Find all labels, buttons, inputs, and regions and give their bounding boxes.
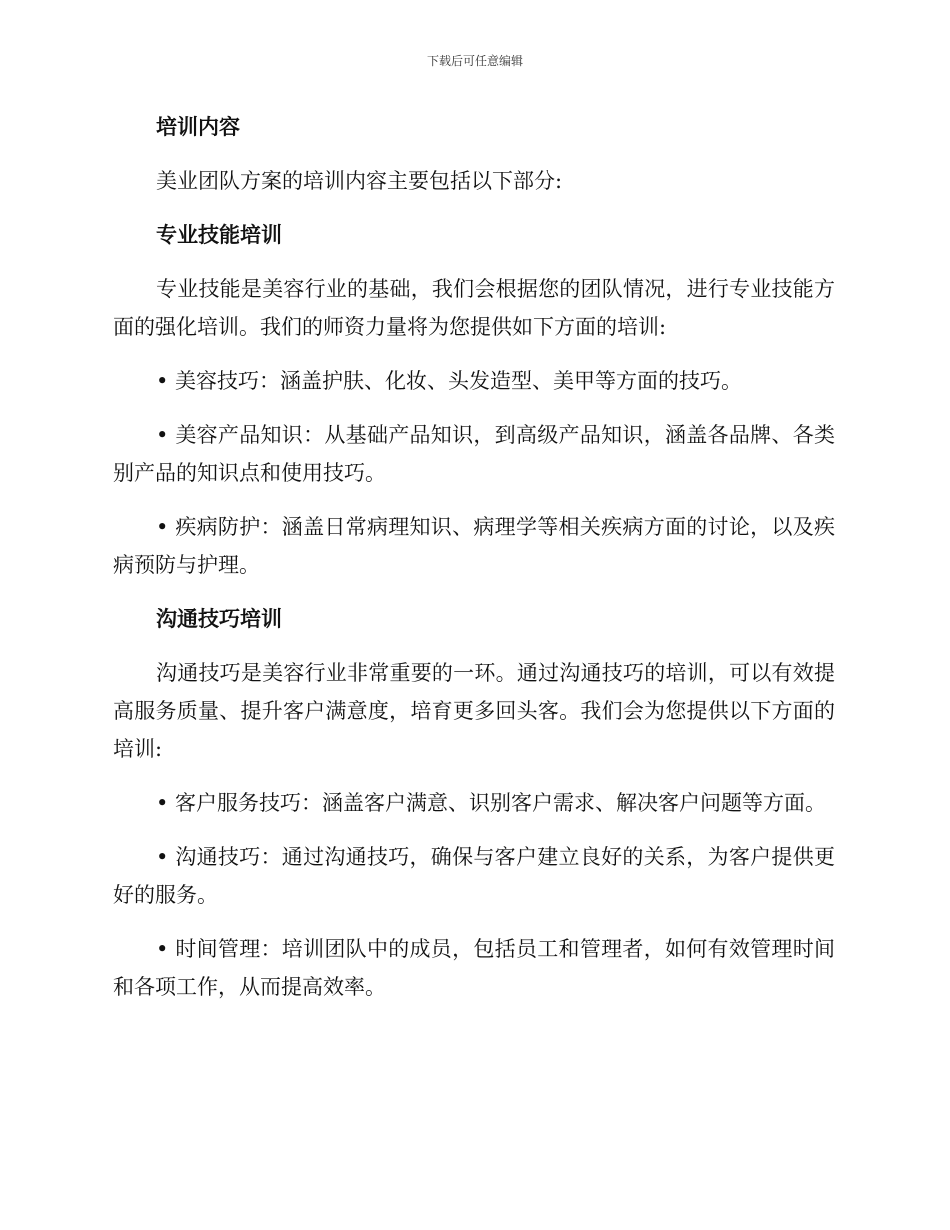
section-heading: 培训内容: [156, 115, 240, 139]
paragraph: 专业技能是美容行业的基础，我们会根据您的团队情况，进行专业技能方面的强化培训。我们的师资力量将为您提供如下方面的培训:: [113, 277, 835, 339]
section-heading: 沟通技巧培训: [156, 607, 282, 631]
bullet-item: • 时间管理：培训团队中的成员，包括员工和管理者，如何有效管理时间和各项工作，从而提高效率。: [113, 937, 835, 999]
document-body: [113, 108, 835, 1022]
paragraph: 美业团队方案的培训内容主要包括以下部分:: [156, 169, 563, 193]
section-professional-skills: [113, 216, 835, 584]
paragraph: 沟通技巧是美容行业非常重要的一环。通过沟通技巧的培训，可以有效提高服务质量、提升客户满意度，培育更多回头客。我们会为您提供以下方面的培训:: [113, 661, 835, 761]
bullet-item: • 沟通技巧：通过沟通技巧，确保与客户建立良好的关系，为客户提供更好的服务。: [113, 845, 835, 907]
bullet-item: • 疾病防护：涵盖日常病理知识、病理学等相关疾病方面的讨论，以及疾病预防与护理。: [113, 515, 835, 577]
section-training-content: [113, 108, 835, 200]
bullet-item: • 客户服务技巧：涵盖客户满意、识别客户需求、解决客户问题等方面。: [156, 791, 827, 815]
bullet-item: • 美容产品知识：从基础产品知识，到高级产品知识，涵盖各品牌、各类别产品的知识点和使用技巧。: [113, 423, 835, 485]
section-communication-skills: [113, 600, 835, 1006]
bullet-item: • 美容技巧：涵盖护肤、化妆、头发造型、美甲等方面的技巧。: [156, 369, 743, 393]
section-heading: 专业技能培训: [156, 223, 282, 247]
page-header: 下载后可任意编辑: [426, 54, 523, 68]
